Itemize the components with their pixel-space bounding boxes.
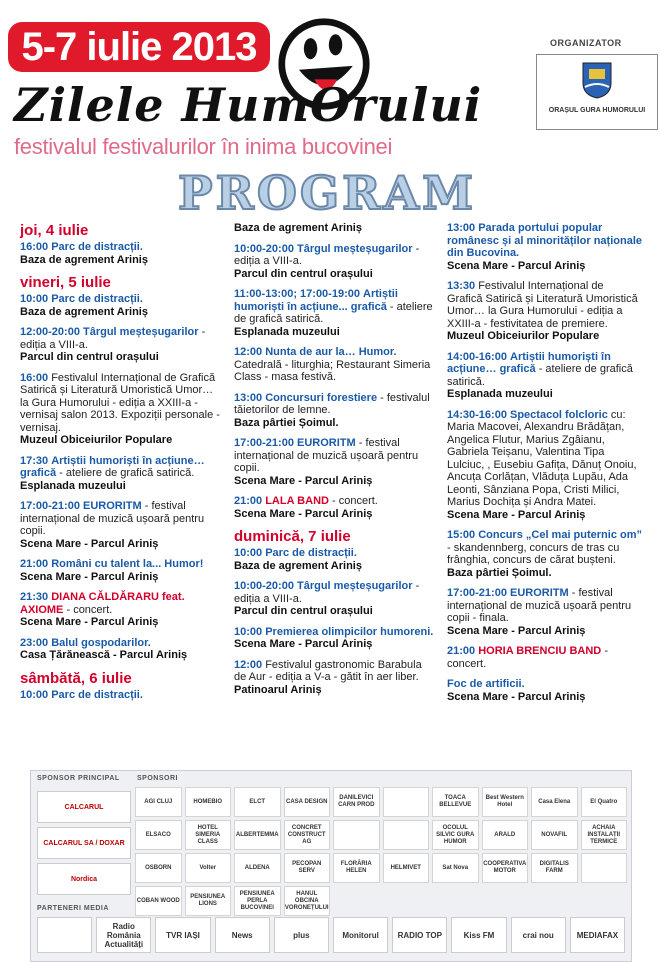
event-description: - festival internațional de muzică ușoară pentru copii. <box>20 500 205 537</box>
event-title: Artiștii humoriști în acțiune… grafică <box>447 350 611 375</box>
sponsor-logo: CONCRET CONSTRUCT AG <box>284 820 331 850</box>
organizer-box <box>536 54 658 130</box>
sponsor-logo: OCOLUL SILVIC GURA HUMOR <box>432 820 479 850</box>
schedule-event <box>234 346 434 384</box>
event-title: Balul gospodarilor. <box>51 636 151 649</box>
schedule-event <box>20 558 220 583</box>
media-partner-logo: plus <box>274 917 329 953</box>
event-place: Scena Mare - Parcul Ariniș <box>447 624 586 637</box>
date-banner: 5-7 iulie 2013 <box>8 22 270 72</box>
event-title: Parc de distracții. <box>51 688 143 701</box>
event-place: Scena Mare - Parcul Ariniș <box>234 638 373 650</box>
schedule-event <box>447 351 642 401</box>
schedule-column-3 <box>447 222 642 711</box>
event-time: 13:00 <box>234 391 263 404</box>
event-time: 11:00-13:00; 17:00-19:00 <box>234 288 360 300</box>
event-place: Baza de agrement Ariniș <box>234 559 362 572</box>
event-line <box>447 645 642 670</box>
sponsor-logo: HANUL OBCINA VORONEȚULUI <box>284 886 331 916</box>
event-time: 16:00 <box>20 241 49 253</box>
event-title: EURORITM <box>510 587 569 599</box>
event-place: Esplanada muzeului <box>20 479 126 492</box>
day-heading: vineri, 5 iulie <box>20 274 111 291</box>
event-time: 21:00 <box>447 645 476 657</box>
event-place: Patinoarul Ariniș <box>234 683 322 696</box>
event-title: Parc de distracții. <box>265 547 357 559</box>
event-line <box>447 351 642 389</box>
event-place: Scena Mare - Parcul Ariniș <box>234 507 373 520</box>
media-partner-logo: crai nou <box>511 917 566 953</box>
sponsor-logo: AGI CLUJ <box>135 787 182 817</box>
event-line <box>234 288 434 326</box>
sponsor-logo: NOVAFIL <box>531 820 578 850</box>
schedule-column-2 <box>234 222 434 704</box>
sponsor-logo: DIGITALIS FARM <box>531 853 578 883</box>
event-line <box>20 637 220 650</box>
event-place: Muzeul Obiceiurilor Populare <box>20 434 173 446</box>
event-place: Muzeul Obiceiurilor Populare <box>447 330 600 342</box>
event-line <box>234 659 434 684</box>
event-place: Scena Mare - Parcul Ariniș <box>447 259 586 272</box>
event-time: 10:00 <box>234 547 263 559</box>
schedule-event <box>447 222 642 272</box>
media-partners-row <box>37 917 625 953</box>
sponsor-logo: Sat Nova <box>432 853 479 883</box>
sponsor-logo: TOACA BELLEVUE <box>432 787 479 817</box>
event-line <box>234 547 434 560</box>
event-description: - concert. <box>447 645 608 670</box>
sponsor-logo: HELMIVET <box>383 853 430 883</box>
event-title: Nunta de aur la… Humor. <box>265 346 397 358</box>
sponsor-logo: COBAN WOOD <box>135 886 182 916</box>
program-heading: PROGRAM <box>178 166 477 220</box>
sponsor-logo <box>581 853 628 883</box>
event-line <box>20 591 220 616</box>
event-place: Scena Mare - Parcul Ariniș <box>234 474 373 487</box>
sponsor-logo: HOTEL SIMERIA CLASS <box>185 820 232 850</box>
event-description: - ateliere de grafică satirică. <box>234 300 433 325</box>
schedule-event <box>234 659 434 697</box>
sponsor-logo: ARALD <box>482 820 529 850</box>
event-place: Casa Țărănească - Parcul Ariniș <box>20 649 188 661</box>
sponsor-logo: Best Western Hotel <box>482 787 529 817</box>
festival-title: Zilele HumOrului <box>14 78 483 132</box>
event-description: - festivalul tăietorilor de lemne. <box>234 391 430 416</box>
event-line <box>20 372 220 435</box>
event-line <box>20 293 220 306</box>
sponsor-logo: ALDENA <box>234 853 281 883</box>
event-place: Baza de agrement Ariniș <box>234 222 362 234</box>
event-line <box>20 500 220 538</box>
schedule-column-1 <box>20 222 220 709</box>
event-time: 17:00-21:00 <box>234 437 294 449</box>
event-description: - ateliere de grafică satirică. <box>59 467 195 479</box>
event-line <box>447 280 642 330</box>
day-heading: joi, 4 iulie <box>20 222 89 239</box>
schedule-event <box>20 293 220 318</box>
schedule-event <box>20 326 220 364</box>
event-line <box>234 580 434 605</box>
event-line <box>234 392 434 417</box>
event-description: - concert. <box>332 495 378 507</box>
event-time: 14:30-16:00 <box>447 408 507 421</box>
event-time: 13:30 <box>447 280 476 292</box>
event-title: Concursuri forestiere <box>265 391 378 404</box>
event-time: 10:00-20:00 <box>234 242 294 255</box>
event-title: Foc de artificii. <box>447 678 525 690</box>
schedule-event <box>234 288 434 338</box>
city-crest-icon <box>581 61 613 99</box>
sponsor-grid <box>135 787 627 916</box>
event-description: Festivalul Internațional de Grafică Satirică și Literatură Umoristică Umor… la Gura Humorului - ediția a XXIII-a - vernisaj salon 2013. Expoziții personale - vernisaj. <box>20 371 220 434</box>
media-partner-logo: Monitorul <box>333 917 388 953</box>
event-place: Scena Mare - Parcul Ariniș <box>447 508 586 521</box>
organizer-label: ORGANIZATOR <box>550 38 622 48</box>
event-time: 13:00 <box>447 222 476 234</box>
schedule-event <box>20 241 220 266</box>
schedule-event <box>20 372 220 447</box>
schedule-event <box>447 587 642 637</box>
event-time: 17:00-21:00 <box>20 500 80 512</box>
event-title: Parc de distracții. <box>51 241 143 253</box>
event-description: Catedrală - liturghia; Restaurant Simeria Class - masa festivă. <box>234 358 431 383</box>
sponsor-logo: Volter <box>185 853 232 883</box>
event-line <box>234 346 434 384</box>
event-time: 21:00 <box>234 495 263 507</box>
event-title: EURORITM <box>297 437 356 449</box>
sponsors-panel <box>30 770 632 962</box>
event-time: 16:00 <box>20 371 49 384</box>
event-line <box>447 222 642 260</box>
schedule-event <box>447 645 642 670</box>
schedule-event <box>20 591 220 629</box>
schedule-event <box>234 626 434 651</box>
schedule-event <box>20 689 220 702</box>
sponsor-logo <box>383 787 430 817</box>
schedule-event <box>234 495 434 520</box>
organizer-name: ORAȘUL GURA HUMORULUI <box>548 107 646 114</box>
event-time: 21:00 <box>20 558 49 570</box>
main-sponsor-logo: CALCARUL SA / DOXAR <box>37 827 131 859</box>
event-time: 21:30 <box>20 591 49 603</box>
event-line <box>20 455 220 480</box>
sponsor-logo: HOMEBIO <box>185 787 232 817</box>
event-line <box>20 241 220 254</box>
sponsor-logo: PENSIUNEA PERLA BUCOVINEI <box>234 886 281 916</box>
event-line <box>20 689 220 702</box>
sponsor-logo: OSBORN <box>135 853 182 883</box>
media-partner-logo: Kiss FM <box>451 917 506 953</box>
event-place: Parcul din centrul orașului <box>20 351 159 363</box>
event-place: Baza de agrement Ariniș <box>20 305 148 318</box>
event-description: - concert. <box>66 603 113 616</box>
event-title: Târgul meșteșugarilor <box>83 326 199 338</box>
sponsor-logo: DANILEVICI CARN PROD <box>333 787 380 817</box>
event-title: Artiștii humoriști în acțiune... grafică <box>234 288 398 313</box>
sponsor-logo: Casa Elena <box>531 787 578 817</box>
sponsor-logo: FLORĂRIA HELEN <box>333 853 380 883</box>
event-time: 14:00-16:00 <box>447 350 507 363</box>
media-partners-label: PARTENERI MEDIA <box>37 905 109 912</box>
sponsor-logo <box>333 820 380 850</box>
event-line <box>234 626 434 639</box>
event-line <box>234 243 434 268</box>
sponsor-logo: El Quatro <box>581 787 628 817</box>
event-line <box>447 409 642 509</box>
event-artist: DIANA CĂLDĂRARU feat. AXIOME <box>20 591 185 616</box>
event-place: Esplanada muzeului <box>234 325 340 338</box>
main-sponsor-logo: CALCARUL <box>37 791 131 823</box>
schedule-event <box>447 409 642 522</box>
event-artist: HORIA BRENCIU BAND <box>478 645 602 657</box>
media-partner-logo: News <box>215 917 270 953</box>
event-line <box>234 437 434 475</box>
event-place: Parcul din centrul orașului <box>234 605 373 617</box>
event-place: Baza de agrement Ariniș <box>20 253 148 266</box>
event-description: - skandennberg, concurs de tras cu frânghia, concurs de cărat bușteni. <box>447 541 620 566</box>
main-sponsor-logo: Nordica <box>37 863 131 895</box>
event-title: Concurs „Cel mai puternic om” <box>478 529 643 541</box>
event-description: - festival internațional de muzică ușoară pentru copii - finala. <box>447 587 632 624</box>
festival-subtitle: festivalul festivalurilor în inima bucovinei <box>14 134 393 159</box>
event-time: 17:00-21:00 <box>447 587 507 599</box>
event-place: Baza pârtiei Șoimul. <box>447 566 552 579</box>
sponsor-logo: ACHAIA INSTALAȚII TERMICE <box>581 820 628 850</box>
event-description: - ateliere de grafică satirică. <box>447 363 633 388</box>
event-description: - ediția a VIII-a. <box>234 242 420 267</box>
event-description: - ediția a VIII-a. <box>234 580 420 605</box>
event-time: 23:00 <box>20 636 49 649</box>
schedule-event <box>234 437 434 487</box>
event-title: Parc de distracții. <box>51 293 143 305</box>
event-time: 10:00 <box>234 625 263 638</box>
event-title: Târgul meșteșugarilor <box>297 580 413 592</box>
sponsors-label: SPONSORI <box>137 775 178 782</box>
event-time: 12:00-20:00 <box>20 326 80 338</box>
media-partner-logo: RADIO TOP <box>392 917 447 953</box>
main-sponsor-label: SPONSOR PRINCIPAL <box>37 775 120 782</box>
event-description: cu: Maria Macovei, Alexandru Brădățan, Angelica Flutur, Marius Zgâianu, Gabriela Teișanu, Valentina Tipa Lulciuc, , Eusebiu Gafița, Dănuț Onoiu, Ancuța Corlățan, Vlăduța Lupău, Ada Leonti, Sânziana Popa, Cristi Milici, Marius Dochița și Andra Matei. <box>447 408 637 508</box>
event-time: 17:30 <box>20 454 49 467</box>
sponsor-logo: COOPERATIVA MOTOR <box>482 853 529 883</box>
event-description: Festivalul gastronomic Barabula de Aur - ediția a V-a - gătit în aer liber. <box>234 658 422 683</box>
event-time: 10:00-20:00 <box>234 580 294 592</box>
schedule-event <box>447 529 642 579</box>
event-title: Târgul meșteșugarilor <box>297 242 413 255</box>
event-line <box>20 558 220 571</box>
event-time: 10:00 <box>20 293 49 305</box>
sponsor-logo <box>383 820 430 850</box>
event-place: Scena Mare - Parcul Ariniș <box>20 537 159 550</box>
day-heading: duminică, 7 iulie <box>234 528 351 545</box>
event-title: Premierea olimpicilor humoreni. <box>265 625 434 638</box>
event-artist: LALA BAND <box>265 495 329 507</box>
event-place: Scena Mare - Parcul Ariniș <box>447 690 586 703</box>
event-time: 10:00 <box>20 688 49 701</box>
sponsor-logo: PENSIUNEA LIONS <box>185 886 232 916</box>
schedule-event <box>234 243 434 281</box>
schedule-event <box>20 637 220 662</box>
media-partner-logo: TVR IAȘI <box>155 917 210 953</box>
sponsor-logo: PECOPAN SERV <box>284 853 331 883</box>
event-line <box>20 326 220 351</box>
event-place: Esplanada muzeului <box>447 388 553 400</box>
event-place: Scena Mare - Parcul Ariniș <box>20 616 159 628</box>
event-line <box>447 529 642 567</box>
event-title: Artiștii humoriști în acțiune… grafică <box>20 454 205 479</box>
schedule-event <box>234 580 434 618</box>
event-title: Spectacol folcloric <box>510 408 608 421</box>
schedule-event <box>447 678 642 703</box>
event-place: Parcul din centrul orașului <box>234 267 373 280</box>
event-time: 12:00 <box>234 658 263 671</box>
media-partner-logo: MEDIAFAX <box>570 917 625 953</box>
event-line <box>447 678 642 691</box>
sponsor-logo: ELCT <box>234 787 281 817</box>
event-line <box>234 495 434 508</box>
media-partner-logo <box>37 917 92 953</box>
event-title: EURORITM <box>83 500 142 512</box>
event-time: 12:00 <box>234 346 263 358</box>
sponsor-logo: ELSACO <box>135 820 182 850</box>
event-description: Festivalul Internațional de Grafică Satirică și Literatură Umoristică Umor… la Gura Humorului - ediția a XXIII-a - festivitatea de premiere. <box>447 280 638 330</box>
schedule-event <box>234 392 434 430</box>
event-title: Parada portului popular românesc și al minorităților naționale din Bucovina. <box>447 222 642 259</box>
schedule-event <box>234 222 434 235</box>
schedule-event <box>447 280 642 343</box>
event-place: Baza pârtiei Șoimul. <box>234 416 339 429</box>
schedule-event <box>234 547 434 572</box>
media-partner-logo: Radio România Actualități <box>96 917 151 953</box>
event-description: - festival internațional de muzică ușoară pentru copii. <box>234 437 419 474</box>
event-description: - ediția a VIII-a. <box>20 326 206 351</box>
event-line <box>447 587 642 625</box>
schedule-event <box>20 500 220 550</box>
event-title: Români cu talent la... Humor! <box>51 558 204 570</box>
event-place: Scena Mare - Parcul Ariniș <box>20 570 159 583</box>
schedule-event <box>20 455 220 493</box>
event-time: 15:00 <box>447 529 476 541</box>
day-heading: sâmbătă, 6 iulie <box>20 669 132 687</box>
sponsor-logo: ALBERTEMMA <box>234 820 281 850</box>
sponsor-logo: CASA DESIGN <box>284 787 331 817</box>
